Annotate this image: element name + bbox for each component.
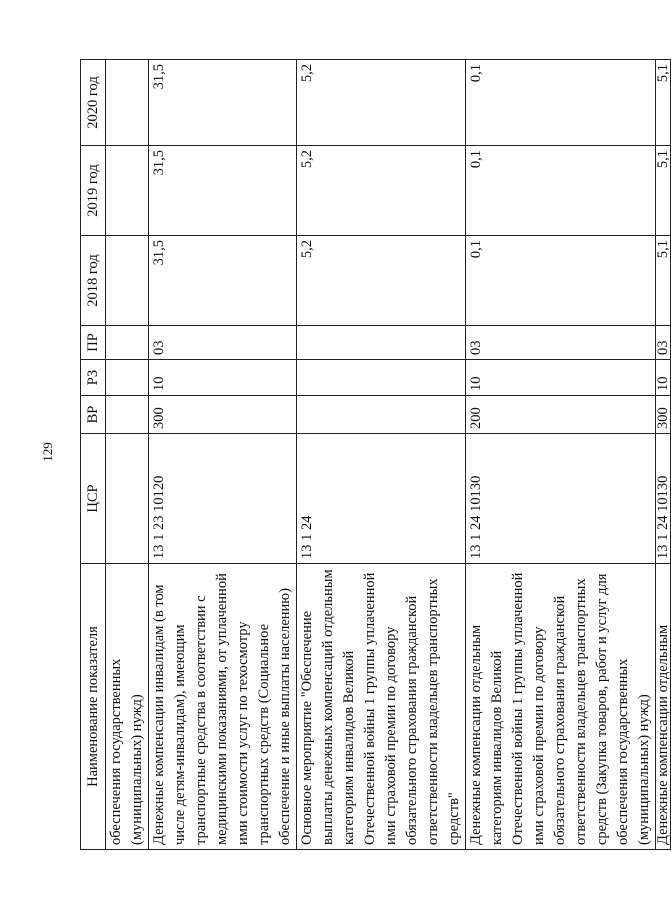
cell-2018 xyxy=(106,236,149,326)
cell-2020: 5,1 xyxy=(656,60,671,146)
cell-2018: 31,5 xyxy=(149,236,297,326)
cell-2018: 5,1 xyxy=(656,236,671,326)
cell-rz xyxy=(106,360,149,396)
cell-2018: 0,1 xyxy=(466,236,656,326)
cell-name: обеспечения государственных (муниципальных) нужд) xyxy=(106,564,149,850)
header-2020: 2020 год xyxy=(81,60,106,146)
budget-table xyxy=(80,59,671,850)
table-row xyxy=(466,60,656,850)
cell-rz: 10 xyxy=(466,360,656,396)
cell-pr: 03 xyxy=(149,326,297,360)
cell-name: Основное мероприятие "Обеспечение выплаты денежных компенсаций отдельным категориям инвалидов Великой Отечественной войны 1 группы уплаченной ими страховой премии по договору обязательного страхования гражданской ответственности владельцев транспортных средств" xyxy=(297,564,466,850)
cell-csr xyxy=(106,434,149,564)
cell-vr xyxy=(106,396,149,434)
header-2019: 2019 год xyxy=(81,146,106,236)
table-header-row xyxy=(81,60,106,850)
cell-vr xyxy=(297,396,466,434)
cell-csr: 13 1 24 10130 xyxy=(656,434,671,564)
header-pr: ПР xyxy=(81,326,106,360)
cell-2019: 0,1 xyxy=(466,146,656,236)
table-row xyxy=(656,60,671,850)
cell-2020: 5,2 xyxy=(297,60,466,146)
cell-rz: 10 xyxy=(149,360,297,396)
cell-pr: 03 xyxy=(656,326,671,360)
page-number: 129 xyxy=(40,442,55,462)
header-rz: РЗ xyxy=(81,360,106,396)
cell-vr: 300 xyxy=(656,396,671,434)
rotated-table-container xyxy=(80,60,671,850)
table-row xyxy=(149,60,297,850)
cell-2020 xyxy=(106,60,149,146)
cell-name: Денежные компенсации отдельным категориям инвалидов Великой Отечественной войны 1 группы уплаченной ими страховой премии по договору обязательного страхования гражданской ответственности владельцев транспортных средств (Закупка товаров, работ и услуг для обеспечения государственных (муниципальных) нужд) xyxy=(466,564,656,850)
table-row xyxy=(106,60,149,850)
cell-pr xyxy=(297,326,466,360)
cell-2019 xyxy=(106,146,149,236)
table-row xyxy=(297,60,466,850)
cell-2019: 31,5 xyxy=(149,146,297,236)
cell-2020: 31,5 xyxy=(149,60,297,146)
cell-name: Денежные компенсации отдельным xyxy=(656,564,671,850)
header-name: Наименование показателя xyxy=(81,564,106,850)
cell-vr: 200 xyxy=(466,396,656,434)
cell-rz xyxy=(297,360,466,396)
header-vr: ВР xyxy=(81,396,106,434)
cell-name: Денежные компенсации инвалидам (в том числе детям-инвалидам), имеющим транспортные средства в соответствии с медицинскими показаниями, от уплаченной ими стоимости услуг по техосмотру транспортных средств (Социальное обеспечение и иные выплаты населению) xyxy=(149,564,297,850)
cell-2019: 5,1 xyxy=(656,146,671,236)
cell-2019: 5,2 xyxy=(297,146,466,236)
cell-csr: 13 1 24 xyxy=(297,434,466,564)
cell-rz: 10 xyxy=(656,360,671,396)
header-2018: 2018 год xyxy=(81,236,106,326)
cell-csr: 13 1 24 10130 xyxy=(466,434,656,564)
cell-pr: 03 xyxy=(466,326,656,360)
cell-pr xyxy=(106,326,149,360)
cell-2020: 0,1 xyxy=(466,60,656,146)
cell-csr: 13 1 23 10120 xyxy=(149,434,297,564)
header-csr: ЦСР xyxy=(81,434,106,564)
cell-vr: 300 xyxy=(149,396,297,434)
cell-2018: 5,2 xyxy=(297,236,466,326)
